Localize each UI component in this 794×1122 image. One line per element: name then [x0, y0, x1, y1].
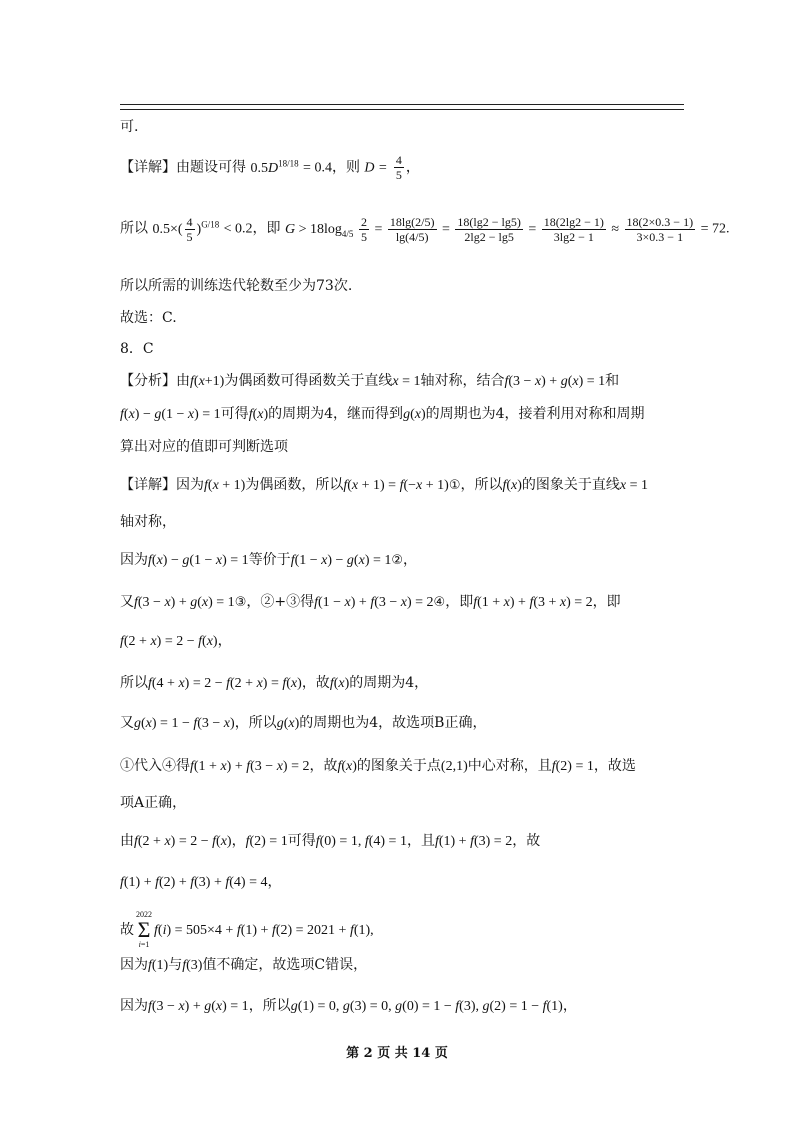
math-expression: f(2 + x) = 2 − f(x)，f(2) = 1	[134, 834, 288, 849]
text: ，故	[301, 675, 330, 691]
math-expression: f	[190, 374, 194, 389]
math-expression: 0.5×( $\frac{4}{5}$ )$^{G/18}$	[152, 214, 220, 244]
math-expression: f(3)	[182, 958, 203, 973]
text: 由	[120, 833, 134, 849]
math-expression: g(x)	[276, 716, 300, 731]
text: 故	[120, 922, 134, 938]
text-line-11	[120, 512, 176, 532]
summation-symbol: 2022 Σ i=1	[136, 910, 152, 949]
text: ①代入④得	[120, 758, 190, 774]
text: 所以	[120, 675, 148, 691]
math-expression: f(x + 1)	[204, 478, 246, 493]
text: 为偶函数，所以	[245, 477, 344, 493]
text: ，即	[592, 594, 621, 610]
text-line-2: 【详解】由题设可得 $0.5D^{18/18} = 0.4$，则 D = $\frac{4}{5}$ ，	[120, 153, 420, 183]
label: 【分析】由	[120, 373, 190, 389]
math-expression: f(1) + f(3) = 2	[434, 834, 513, 849]
math-expression: x = 1	[619, 478, 649, 493]
text: 值不确定，故选项C错误，	[202, 957, 368, 973]
text-line-17	[120, 756, 636, 777]
math-expression: (2,1)	[440, 759, 468, 774]
text: 故选：C.	[120, 310, 177, 326]
text: ，所以	[234, 715, 277, 731]
text: 可得	[220, 406, 249, 422]
math-expression: f(i) = 505×4 + f(1) + f(2) = 2021 + f(1),	[154, 923, 374, 938]
text-line-18	[120, 793, 186, 813]
text-line-1	[120, 117, 138, 137]
text: 轴对称，	[120, 514, 176, 530]
text: ，故	[309, 758, 338, 774]
text-line-20: f(1) + f(2) + f(3) + f(4) = 4，	[120, 874, 282, 890]
text: 的周期为4，	[349, 675, 429, 691]
math-expression: f(x + 1) = f(−x + 1)	[343, 478, 449, 493]
math-expression: g(x) = 1 − f(3 − x)	[134, 716, 235, 731]
text: 可得	[287, 833, 316, 849]
math-expression: f(3 − x) + g(x) = 1	[504, 374, 606, 389]
text: ，所以	[460, 477, 503, 493]
text: 的周期也为4，接着利用对称和周期	[425, 406, 645, 422]
text: ，且	[406, 833, 435, 849]
text-line-4	[120, 276, 352, 296]
text-line-13: 又f(3 − x) + g(x) = 1③，②+③得f(1 − x) + f(3 − x) = 2④，即f(1 + x) + f(3 + x) = 2，即	[120, 594, 621, 610]
text-line-10: 【详解】因为f(x + 1)为偶函数，所以f(x + 1) = f(−x + 1)①，所以f(x)的图象关于直线x = 1	[120, 477, 649, 493]
math-expression: f(x)	[329, 676, 350, 691]
text-line-12: 因为f(x) − g(1 − x) = 1等价于f(1 − x) − g(x) = 1②，	[120, 552, 418, 568]
text: 的图象关于直线	[521, 477, 620, 493]
text: ，则	[331, 159, 360, 176]
text: ，即	[445, 594, 474, 610]
math-expression: $0.5D^{18/18}$	[250, 158, 299, 176]
math-expression: = 0.4	[303, 160, 332, 176]
math-expression: f(3 − x) + g(x) = 1	[134, 595, 235, 610]
math-expression: f(0) = 1, f(4) = 1	[315, 834, 407, 849]
math-expression: f(1)	[148, 958, 169, 973]
math-expression: f(1 + x) + f(3 − x) = 2	[190, 759, 310, 774]
header-rule-top	[120, 104, 684, 105]
text: 项A正确，	[120, 795, 187, 811]
text: 又	[120, 715, 134, 731]
math-expression: f(x)	[337, 759, 357, 774]
text: 等价于	[248, 552, 291, 568]
text-line-9	[120, 437, 288, 457]
text-line-22	[120, 955, 367, 976]
math-expression: f(2 + x) = 2 − f(x)	[120, 634, 218, 649]
math-expression: f(1) + f(2) + f(3) + f(4) = 4	[120, 875, 268, 890]
text: 的图象关于点	[356, 758, 441, 774]
math-expression: x	[392, 374, 399, 389]
math-expression: f(3 − x) + g(x) = 1	[148, 999, 249, 1014]
math-expression: $G > 18\log_{4/5}$ $\frac{2}{5}$ = $\frac{18\lg(2/5)}{\lg(4/5)}$ = $\frac{18(\lg 2 - \lg 5)}{2\lg 2 - \lg 5}$ = $\frac{18(2\lg 2 - 1)}{3\lg 2 - 1}$ ≈ $\frac{18(2\times 0.3 - 1)}{3\times 0.3 - 1}$	[285, 214, 694, 244]
text-line-7: 【分析】由f(x+1)为偶函数可得函数关于直线x = 1轴对称，结合f(3 − x) + g(x) = 1和	[120, 373, 620, 389]
math-expression: f(x)	[248, 407, 269, 422]
question-number: 8．C	[120, 341, 154, 357]
text-line-21	[120, 910, 374, 950]
text-line-19	[120, 831, 540, 852]
math-expression: = 72.	[700, 221, 730, 237]
text: 又	[120, 594, 134, 610]
math-expression: g(x)	[403, 407, 426, 422]
fraction: $\frac{4}{5}$	[395, 153, 402, 183]
math-expression: D =	[364, 160, 388, 176]
text-line-5	[120, 308, 177, 328]
text-line-15	[120, 673, 428, 694]
text-line-3	[120, 214, 729, 244]
header-rule-bottom	[120, 109, 684, 110]
text: 为偶函数可得函数关于直线	[224, 373, 393, 389]
text: 可.	[120, 119, 139, 135]
math-expression: f(x) − g(1 − x) = 1	[148, 553, 249, 568]
text: 与	[168, 957, 183, 973]
text: ，故选	[593, 758, 636, 774]
text: ，所以	[248, 998, 291, 1014]
text: 因为	[120, 552, 148, 568]
text: ，②+③得	[246, 594, 315, 610]
text: 算出对应的值即可判断选项	[120, 439, 288, 455]
text-line-14: f(2 + x) = 2 − f(x)，	[120, 633, 232, 649]
text: 的周期为4，继而得到	[268, 406, 404, 422]
math-expression: f(1 − x) + f(3 − x) = 2	[314, 595, 434, 610]
text: 中心对称，且	[467, 758, 552, 774]
math-expression: f(4 + x) = 2 − f(2 + x) = f(x)	[148, 676, 302, 691]
label: 所以	[120, 220, 148, 237]
text-line-23: 因为f(3 − x) + g(x) = 1，所以g(1) = 0, g(3) = 0, g(0) = 1 − f(3), g(2) = 1 − f(1)，	[120, 998, 577, 1014]
label: 【详解】因为	[120, 477, 204, 493]
text-line-6	[120, 339, 154, 359]
math-expression: g(1) = 0, g(3) = 0, g(0) = 1 − f(3), g(2) = 1 − f(1)	[290, 999, 563, 1014]
label: 【详解】由题设可得	[120, 159, 246, 176]
math-expression: f(1 − x) − g(x) = 1	[290, 553, 392, 568]
text-line-16	[120, 713, 486, 734]
text: ，故	[512, 833, 541, 849]
text: 因为	[120, 957, 148, 973]
math-expression: f(2) = 1	[551, 759, 594, 774]
text: 所以所需的训练迭代轮数至少为73次.	[120, 278, 353, 294]
text: 因为	[120, 998, 148, 1014]
text: 和	[605, 373, 620, 389]
text: 轴对称，结合	[420, 373, 505, 389]
math-expression: f(x)	[502, 478, 522, 493]
math-expression: f(1 + x) + f(3 + x) = 2	[473, 595, 593, 610]
text-line-8	[120, 404, 645, 425]
page-footer: 第 2 页 共 14 页	[346, 1046, 448, 1061]
math-expression: < 0.2	[223, 221, 253, 237]
text: ，即	[252, 220, 281, 237]
math-expression: f(x) − g(1 − x) = 1	[120, 407, 221, 422]
text: 的周期也为4，故选项B正确，	[299, 715, 487, 731]
